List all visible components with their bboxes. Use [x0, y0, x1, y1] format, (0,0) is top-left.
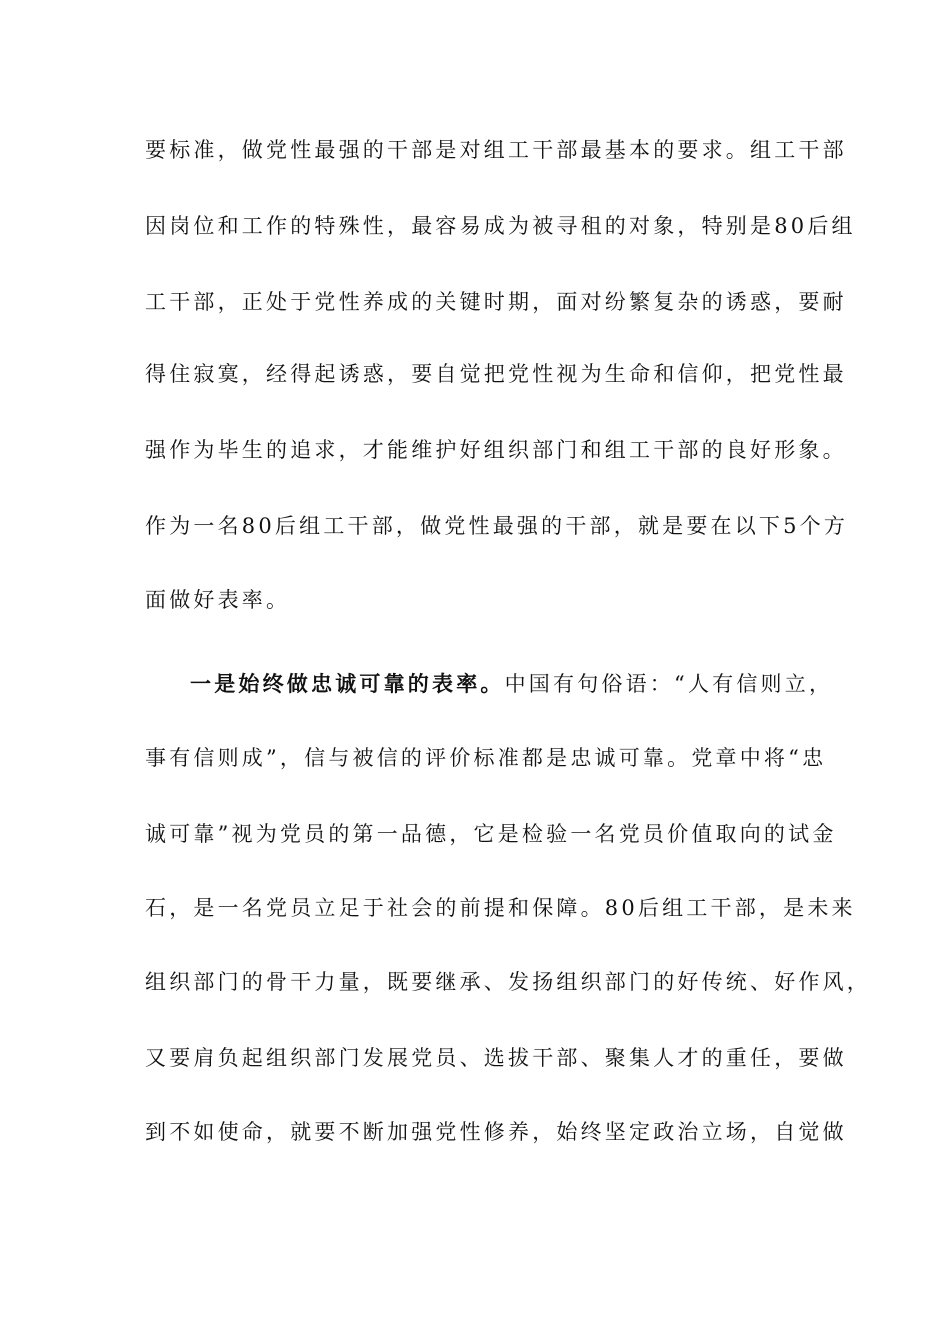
- paragraph-line: 作为一名80后组工干部，做党性最强的干部，就是要在以下5个方: [145, 514, 849, 538]
- paragraph-first-line: [190, 664, 860, 704]
- paragraph-line: 事有信则成”，信与被信的评价标准都是忠诚可靠。党章中将“忠: [145, 746, 827, 770]
- paragraph-line: 要标准，做党性最强的干部是对组工干部最基本的要求。组工干部: [145, 138, 847, 162]
- paragraph-line: 工干部，正处于党性养成的关键时期，面对纷繁复杂的诱惑，要耐: [145, 290, 847, 314]
- paragraph-line: 到不如使命，就要不断加强党性修养，始终坚定政治立场，自觉做: [145, 1120, 847, 1144]
- section-heading: 一是始终做忠诚可靠的表率。: [190, 671, 505, 696]
- paragraph-line: 面做好表率。: [145, 588, 291, 612]
- paragraph-line: 因岗位和工作的特殊性，最容易成为被寻租的对象，特别是80后组: [145, 214, 856, 238]
- paragraph-line: 组织部门的骨干力量，既要继承、发扬组织部门的好传统、好作风，: [145, 970, 871, 994]
- paragraph-line: 诚可靠”视为党员的第一品德，它是检验一名党员价值取向的试金: [145, 822, 837, 846]
- paragraph-text: 中国有句俗语：“人有信则立，: [504, 672, 834, 696]
- paragraph-line: 又要肩负起组织部门发展党员、选拔干部、聚集人才的重任，要做: [145, 1046, 847, 1070]
- paragraph-line: 强作为毕生的追求，才能维护好组织部门和组工干部的良好形象。: [145, 438, 847, 462]
- paragraph-line: 得住寂寞，经得起诱惑，要自觉把党性视为生命和信仰，把党性最: [145, 362, 847, 386]
- paragraph-line: 石，是一名党员立足于社会的前提和保障。80后组工干部，是未来: [145, 896, 856, 920]
